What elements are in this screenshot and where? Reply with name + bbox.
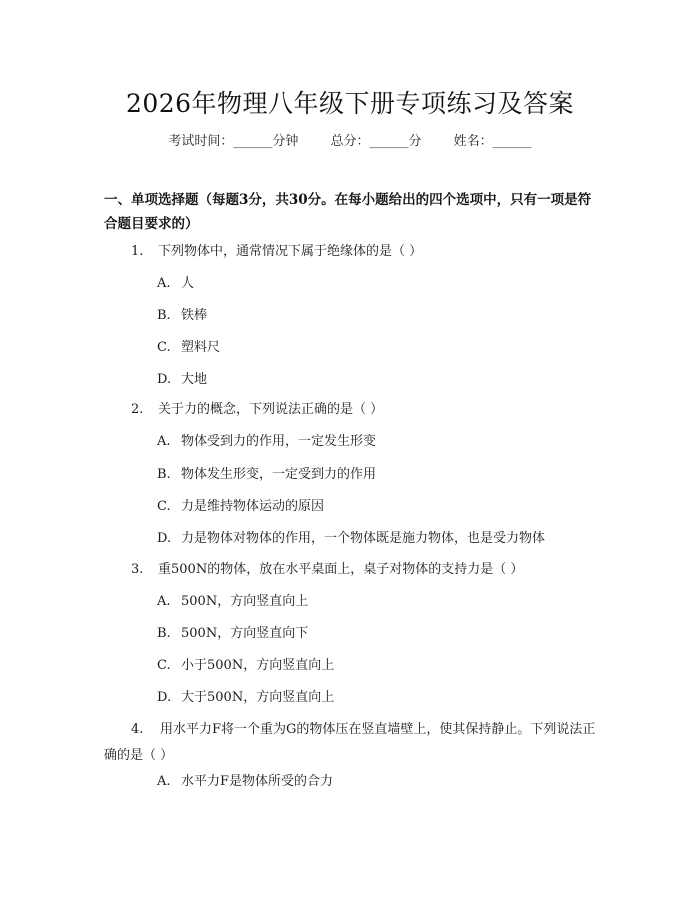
question-2 xyxy=(131,398,383,422)
option-letter: C. xyxy=(157,499,171,514)
option-letter: C. xyxy=(157,340,171,355)
option-text: 塑料尺 xyxy=(181,340,221,355)
option-text: 铁棒 xyxy=(181,308,208,323)
option-4a xyxy=(157,772,333,792)
question-3 xyxy=(131,558,523,582)
question-number: 2. xyxy=(131,402,144,417)
option-2c xyxy=(157,497,324,517)
option-letter: B. xyxy=(157,626,171,641)
option-letter: D. xyxy=(157,690,172,705)
question-number: 1. xyxy=(131,244,144,259)
question-text: 重500N的物体，放在水平桌面上，桌子对物体的支持力是（ ） xyxy=(158,562,524,577)
question-4 xyxy=(104,717,600,769)
option-letter: D. xyxy=(157,372,172,387)
option-1d xyxy=(157,370,207,390)
option-text: 大于500N，方向竖直向上 xyxy=(181,690,335,705)
option-letter: B. xyxy=(157,308,171,323)
option-1c xyxy=(157,338,220,358)
option-text: 力是物体对物体的作用，一个物体既是施力物体，也是受力物体 xyxy=(181,531,546,546)
option-3b xyxy=(157,624,308,644)
exam-time-field: 考试时间：______分钟 xyxy=(168,134,299,149)
option-letter: B. xyxy=(157,467,171,482)
question-text: 关于力的概念，下列说法正确的是（ ） xyxy=(158,402,384,417)
option-3a xyxy=(157,592,308,612)
option-text: 大地 xyxy=(181,372,208,387)
total-score-field: 总分：______分 xyxy=(330,134,422,149)
option-letter: A. xyxy=(157,276,171,291)
option-text: 物体受到力的作用，一定发生形变 xyxy=(181,434,377,449)
question-number: 3. xyxy=(131,562,144,577)
option-3c xyxy=(157,656,334,676)
option-letter: C. xyxy=(157,658,171,673)
question-number: 4. xyxy=(131,722,144,737)
option-1b xyxy=(157,306,207,326)
option-text: 小于500N，方向竖直向上 xyxy=(181,658,335,673)
option-letter: A. xyxy=(157,434,171,449)
option-2b xyxy=(157,465,376,485)
page-title: 2026年物理八年级下册专项练习及答案 xyxy=(125,89,575,118)
option-text: 水平力F是物体所受的合力 xyxy=(181,774,334,789)
section-heading: 一、单项选择题（每题3分，共30分。在每小题给出的四个选项中，只有一项是符合题目要求的） xyxy=(104,192,592,232)
option-letter: D. xyxy=(157,531,172,546)
option-2d xyxy=(157,529,545,549)
option-3d xyxy=(157,688,334,708)
student-name-field: 姓名：______ xyxy=(453,134,532,149)
option-1a xyxy=(157,274,194,294)
question-text: 用水平力F将一个重为G的物体压在竖直墙壁上，使其保持静止。下列说法正确的是（ ） xyxy=(104,722,596,763)
option-text: 物体发生形变，一定受到力的作用 xyxy=(181,467,377,482)
question-1 xyxy=(131,240,422,264)
option-text: 500N，方向竖直向上 xyxy=(181,594,309,609)
option-letter: A. xyxy=(157,774,171,789)
option-2a xyxy=(157,432,376,452)
option-text: 500N，方向竖直向下 xyxy=(181,626,309,641)
exam-meta xyxy=(0,130,700,149)
option-letter: A. xyxy=(157,594,171,609)
option-text: 力是维持物体运动的原因 xyxy=(181,499,325,514)
option-text: 人 xyxy=(181,276,195,291)
question-text: 下列物体中，通常情况下属于绝缘体的是（ ） xyxy=(158,244,423,259)
